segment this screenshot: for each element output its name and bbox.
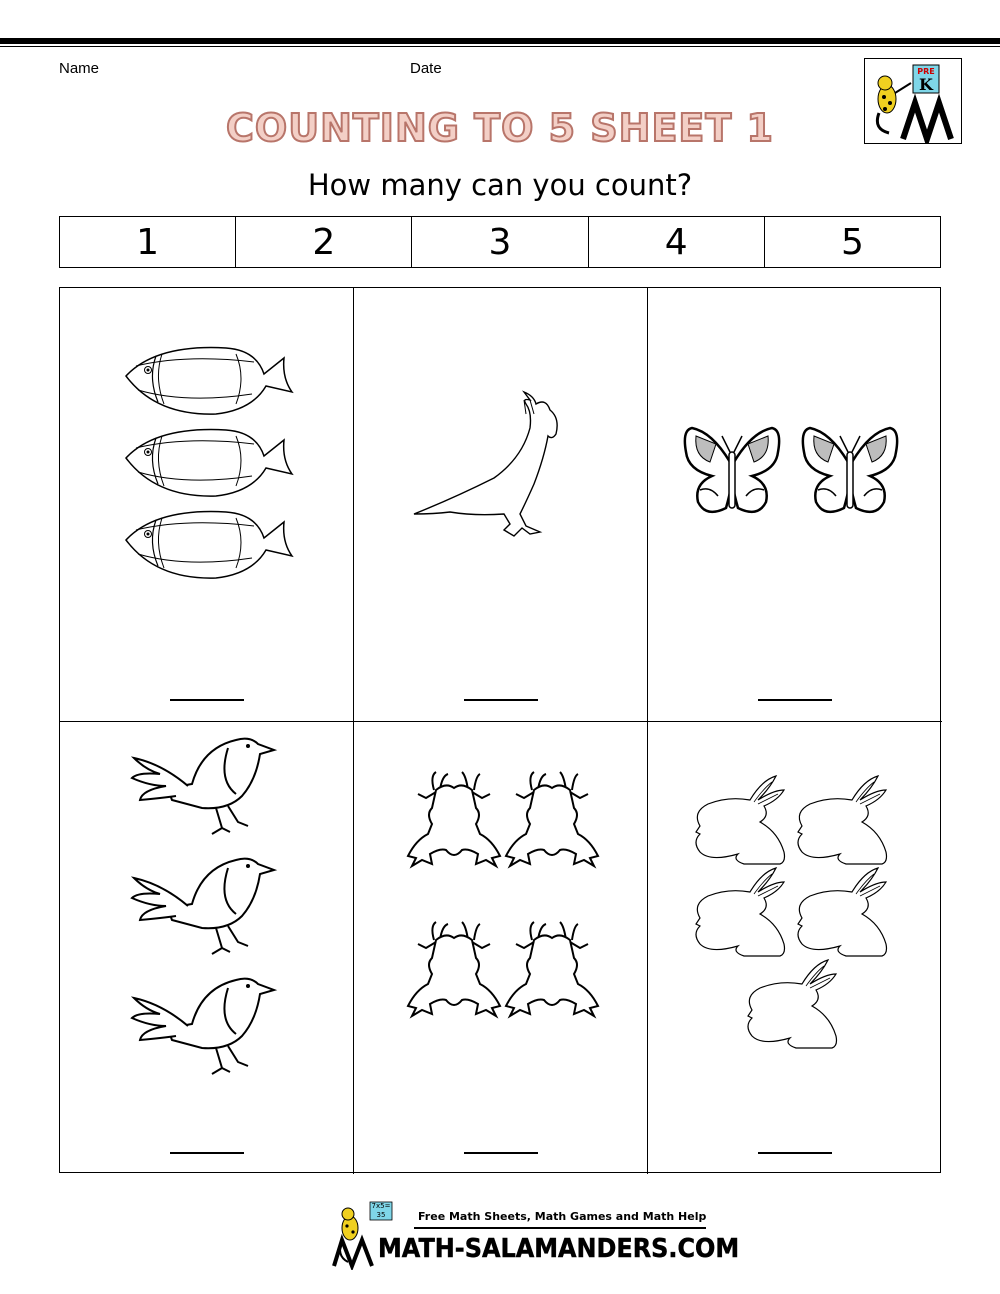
number-line-cell: 4 [589,217,765,267]
count-box-cockatoo [354,288,648,722]
svg-text:PRE: PRE [917,67,935,76]
name-label: Name [59,60,100,77]
footer-site[interactable]: MATH-SALAMANDERS.COM [378,1234,740,1264]
answer-line[interactable] [464,1152,538,1154]
footer-logo [326,1200,740,1270]
answer-line[interactable] [170,1152,244,1154]
butterfly-illustration [648,288,942,722]
number-line-cell: 1 [60,217,236,267]
date-label: Date [410,60,442,77]
answer-line[interactable] [170,699,244,701]
number-line-cell: 3 [412,217,588,267]
rabbit-illustration [648,722,942,1174]
count-box-fish [60,288,354,722]
count-box-bird [60,722,354,1174]
count-box-butterfly [648,288,942,722]
fish-illustration [60,288,354,722]
cockatoo-illustration [354,288,648,722]
number-line-cell: 2 [236,217,412,267]
worksheet-subtitle: How many can you count? [307,168,693,202]
answer-line[interactable] [758,699,832,701]
bird-illustration [60,722,354,1174]
svg-text:K: K [919,75,933,94]
counting-grid [59,287,941,1173]
worksheet-title: COUNTING TO 5 SHEET 1 [226,106,774,150]
footer-tagline: Free Math Sheets, Math Games and Math Help [418,1210,707,1223]
footer-sign: 7x5= 35 [371,1202,391,1219]
answer-line[interactable] [758,1152,832,1154]
top-rule [0,38,1000,44]
count-box-rabbit [648,722,942,1174]
frog-illustration [354,722,648,1174]
answer-line[interactable] [464,699,538,701]
top-rule-thin [0,46,1000,47]
number-line-cell: 5 [840,221,864,263]
number-line [59,216,941,268]
count-box-frog [354,722,648,1174]
